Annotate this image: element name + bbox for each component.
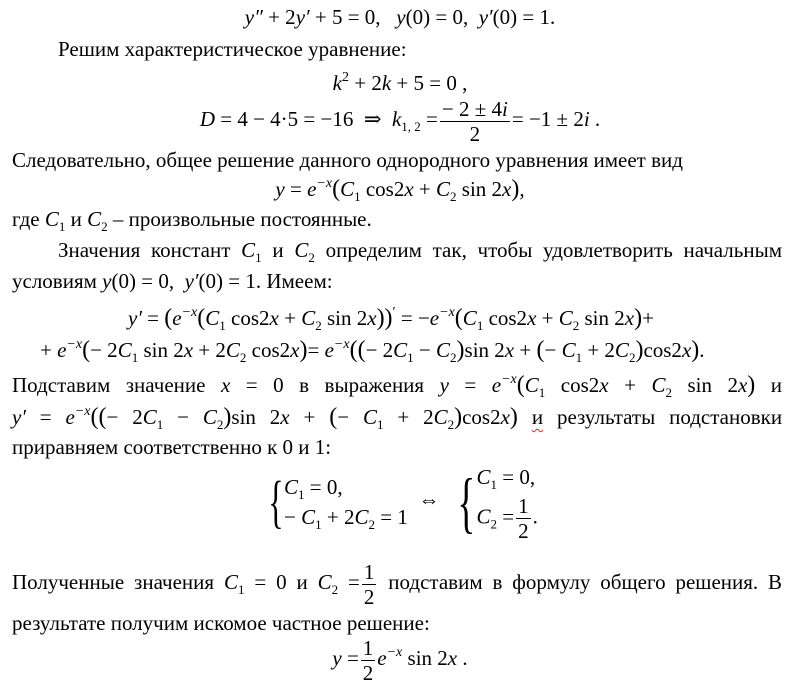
equation-characteristic: $k^2 + 2k + 5 = 0$ , [332, 70, 468, 95]
fraction-roots: $\frac{- 2 \pm 4i}{2}$ [441, 96, 508, 146]
equation-derivative-line2: + $e^{-x}(- 2C_1$ $\sin 2x + 2C_2$ $\cos 2x)= e^{-x}((- 2C_1 - C_2)\sin$ 2x + (− $C_1 + 2C_2)\cos 2x$). [40, 337, 705, 365]
equation-system [0, 460, 800, 543]
paragraph-constants-line1: Значения констант $C_1$ и $C_2$ определим так, чтобы удовлетворить начальным [58, 238, 783, 265]
paragraph-substitute-line2: $y' = e^{-x}((- 2C_1 - C_2)\sin$ 2x + (− $C_1 + 2C_2)\cos 2x$) и результаты подстановки [12, 404, 783, 432]
left-brace-icon: { [457, 463, 476, 540]
system-left: $C_1 = 0$, − $C_1 + 2C_2 = 1$ [284, 474, 408, 532]
equation-discriminant: D = 4 − 4·5 = −16 ⇒ $k_{1, 2}$ = $\frac{- 2 \pm 4i}{2}$ = −1 ± 2i . [199, 96, 601, 146]
equivalence-symbol: ⇔ [418, 487, 440, 512]
equation-general-solution: $y = e^{-x}(C_1$ $\cos 2x + C_2$ sin 2x), [275, 176, 525, 204]
system-right: $C_1 = 0$, $C_2$ = $\frac{1}{2}$ . [476, 465, 538, 543]
equation-problem: y″ + 2y′ + 5 = 0, y(0) = 0, y′(0) = 1. [244, 5, 556, 29]
paragraph-result-line1: Полученные значения $C_1 = 0$ и $C_2$ = $\frac{1}{2}$ подставим в формулу общего решения. В [12, 559, 783, 609]
paragraph-substitute-line1: Подставим значение x = 0 в выражения $y = e^{-x}(C_1$ $\cos 2x + C_2$ sin 2x) и [12, 372, 783, 400]
paragraph-constants-line2: условиям y(0) = 0, y′(0) = 1. Имеем: [12, 269, 333, 293]
left-brace-icon: { [268, 468, 284, 534]
paragraph-constants-note: где $C_1$ и $C_2$ – произвольные постоянные. [12, 207, 372, 234]
paragraph-result-line2: результате получим искомое частное решение: [12, 611, 430, 635]
equation-derivative-line1: $y' = (e^{-x}(C_1$ $\cos 2x + C_2$ $\sin 2x))' = -e^{-x}(C_1$ $\cos 2x + C_2$ sin 2x)+ [128, 305, 654, 333]
paragraph-general-intro: Следовательно, общее решение данного однородного уравнения имеет вид [12, 148, 683, 172]
equation-final-solution: y = $\frac{1}{2}$ $e^{-x}$ sin 2x . [332, 635, 468, 685]
paragraph-char-eq-intro: Решим характеристическое уравнение: [58, 37, 407, 61]
spellcheck-flagged-word[interactable]: и [531, 405, 544, 429]
paragraph-substitute-line3: приравняем соответственно к 0 и 1: [12, 435, 332, 459]
